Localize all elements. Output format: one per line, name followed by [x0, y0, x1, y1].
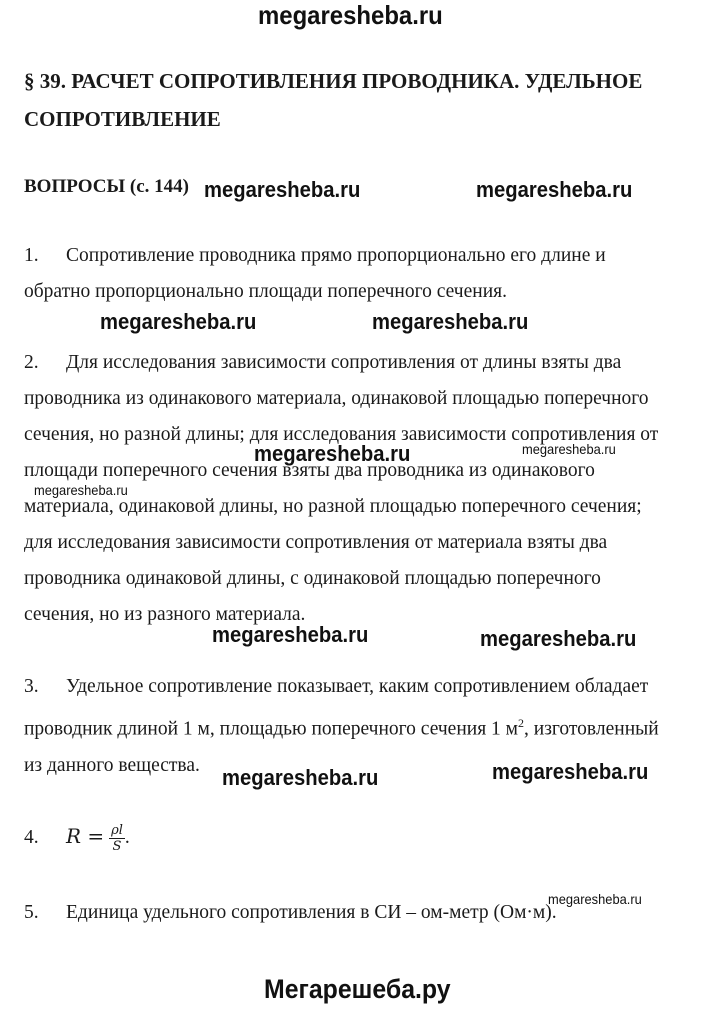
formula-lhs: R =	[66, 824, 105, 848]
answer-4	[24, 818, 674, 856]
watermark: megaresheba.ru	[204, 177, 361, 202]
answer-number: 4.	[24, 827, 39, 848]
watermark: megaresheba.ru	[212, 622, 369, 647]
watermark: megaresheba.ru	[222, 765, 379, 790]
answer-number: 1.	[24, 245, 39, 266]
answer-text: Удельное сопротивление показывает, каким сопротивлением обладает проводник длиной 1 м, площадью поперечного сечения 1 м	[24, 676, 649, 740]
watermark: megaresheba.ru	[492, 759, 649, 784]
answer-1	[24, 238, 674, 310]
header-watermark: megaresheba.ru	[258, 0, 443, 30]
answer-number: 5.	[24, 902, 39, 923]
watermark: megaresheba.ru	[34, 482, 128, 498]
answer-text: Сопротивление проводника прямо пропорционально его длине и обратно пропорционально площади поперечного сечения.	[24, 245, 606, 302]
watermark: megaresheba.ru	[476, 177, 633, 202]
watermark: megaresheba.ru	[254, 441, 411, 466]
watermark: megaresheba.ru	[480, 626, 637, 651]
fraction-numerator: ρl	[111, 823, 123, 839]
formula-tail: .	[124, 827, 130, 848]
answer-number: 3.	[24, 676, 39, 697]
watermark: megaresheba.ru	[100, 309, 257, 334]
superscript: 2	[518, 716, 525, 730]
section-heading: § 39. РАСЧЕТ СОПРОТИВЛЕНИЯ ПРОВОДНИКА. УДЕЛЬНОЕ СОПРОТИВЛЕНИЕ	[24, 69, 643, 131]
answer-text: Для исследования зависимости сопротивления от длины взяты два проводника из одинакового материала, одинаковой площадью поперечного сечения, но разной длины; для исследования зависимости сопротивления от площади поперечного сечения взяты два проводника из одинакового материала, одинаковой длины, но разной площадью поперечного сечения; для исследования зависимости сопротивления от материала взяты два проводника одинаковой длины, с одинаковой площадью поперечного сечения, но из разного материала.	[24, 352, 659, 625]
answer-text: Единица удельного сопротивления в СИ – ом-метр (Ом·м).	[66, 902, 557, 923]
watermark: megaresheba.ru	[522, 441, 616, 457]
fraction-denominator: S	[112, 839, 122, 855]
watermark: megaresheba.ru	[372, 309, 529, 334]
footer-watermark: Мегарешеба.ру	[264, 974, 451, 1004]
answer-text-tail: , изготовленный из данного вещества.	[24, 718, 659, 776]
watermark: megaresheba.ru	[548, 891, 642, 907]
formula-fraction	[109, 823, 125, 854]
answer-number: 2.	[24, 352, 39, 373]
questions-label: ВОПРОСЫ (с. 144)	[24, 176, 189, 197]
